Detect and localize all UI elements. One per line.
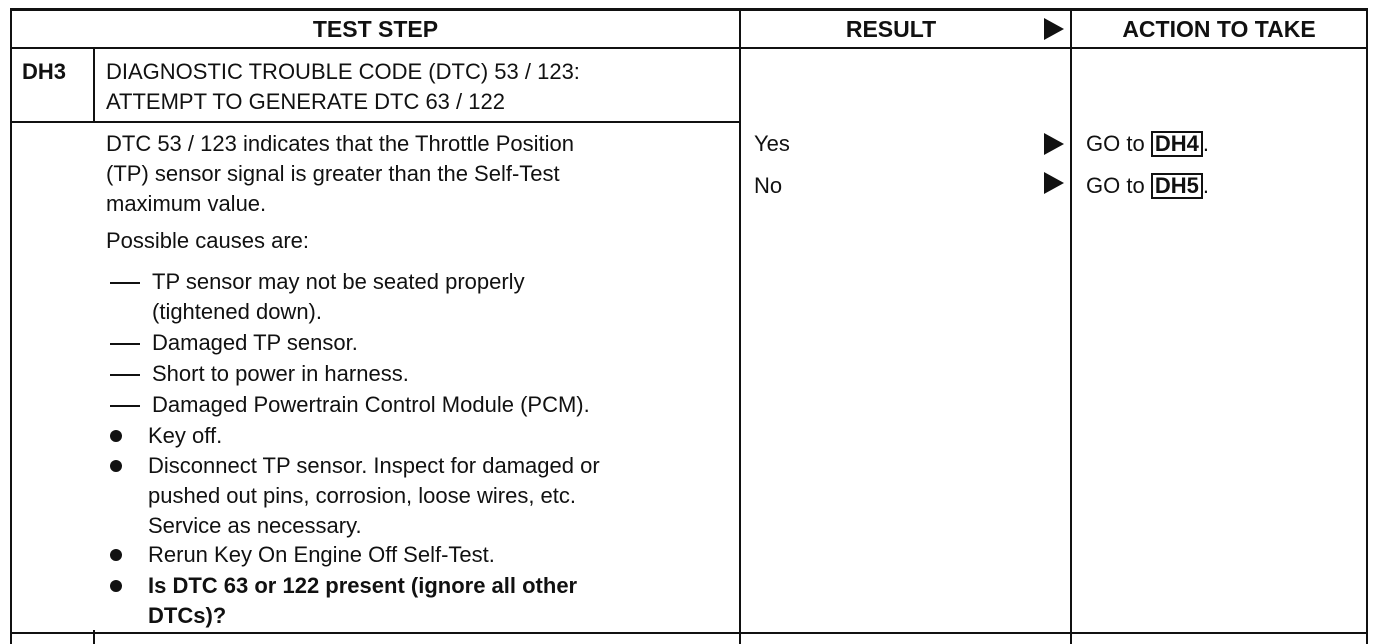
cause1-line1: TP sensor may not be seated properly: [152, 269, 525, 294]
cause3: Short to power in harness.: [152, 361, 409, 386]
desc-line2: (TP) sensor signal is greater than the Self-Test: [106, 161, 560, 186]
cause1-line2: (tightened down).: [152, 299, 322, 324]
action-no-target-link[interactable]: DH5: [1151, 173, 1203, 199]
cause3-dash: [110, 374, 140, 376]
test-result-divider: [739, 8, 741, 644]
bullet2-icon: [110, 460, 122, 472]
cause2: Damaged TP sensor.: [152, 330, 358, 355]
bullet2-line2: pushed out pins, corrosion, loose wires, etc.: [148, 483, 577, 508]
action-no-suffix: .: [1202, 173, 1209, 198]
result-no: No: [754, 173, 783, 198]
step-title-line2: ATTEMPT TO GENERATE DTC 63 / 122: [106, 89, 505, 114]
bullet4-line2: DTCs)?: [148, 603, 227, 628]
bullet3: Rerun Key On Engine Off Self-Test.: [148, 542, 495, 567]
header-result: RESULT: [845, 16, 937, 42]
bullet4-line1: Is DTC 63 or 122 present (ignore all other: [148, 573, 578, 598]
causes-heading: Possible causes are:: [106, 228, 309, 253]
bullet1: Key off.: [148, 423, 223, 448]
cause2-dash: [110, 343, 140, 345]
step-id-divider: [93, 47, 95, 123]
desc-line1: DTC 53 / 123 indicates that the Throttle Position: [106, 131, 574, 156]
result-yes: Yes: [754, 131, 790, 156]
bullet1-icon: [110, 430, 122, 442]
bullet3-icon: [110, 549, 122, 561]
cause1-dash: [110, 282, 140, 284]
result-yes-arrow-icon: [1044, 133, 1064, 155]
action-yes-target-link[interactable]: DH4: [1151, 131, 1203, 157]
action-yes-prefix: GO to: [1086, 131, 1145, 156]
table-top-border: [10, 8, 1368, 11]
step-id: DH3: [22, 59, 67, 84]
result-no-arrow-icon: [1044, 172, 1064, 194]
table-left-border: [10, 8, 12, 644]
desc-line3: maximum value.: [106, 191, 267, 216]
result-action-divider: [1070, 8, 1072, 644]
step-title-line1: DIAGNOSTIC TROUBLE CODE (DTC) 53 / 123:: [106, 59, 580, 84]
cause4-dash: [110, 405, 140, 407]
table-right-border: [1366, 8, 1368, 644]
table-bottom-border: [10, 632, 1368, 634]
bullet4-icon: [110, 580, 122, 592]
title-bottom-border: [10, 121, 740, 123]
action-yes-suffix: .: [1202, 131, 1209, 156]
bullet2-line1: Disconnect TP sensor. Inspect for damaged or: [148, 453, 600, 478]
header-bottom-border: [10, 47, 1368, 49]
bullet2-line3: Service as necessary.: [148, 513, 362, 538]
action-no-prefix: GO to: [1086, 173, 1145, 198]
action-no: [1086, 171, 1209, 201]
header-action: ACTION TO TAKE: [1122, 16, 1316, 42]
action-yes: [1086, 129, 1209, 159]
cause4: Damaged Powertrain Control Module (PCM).: [152, 392, 590, 417]
header-arrow-icon: [1044, 18, 1064, 40]
header-test-step: TEST STEP: [312, 16, 439, 42]
